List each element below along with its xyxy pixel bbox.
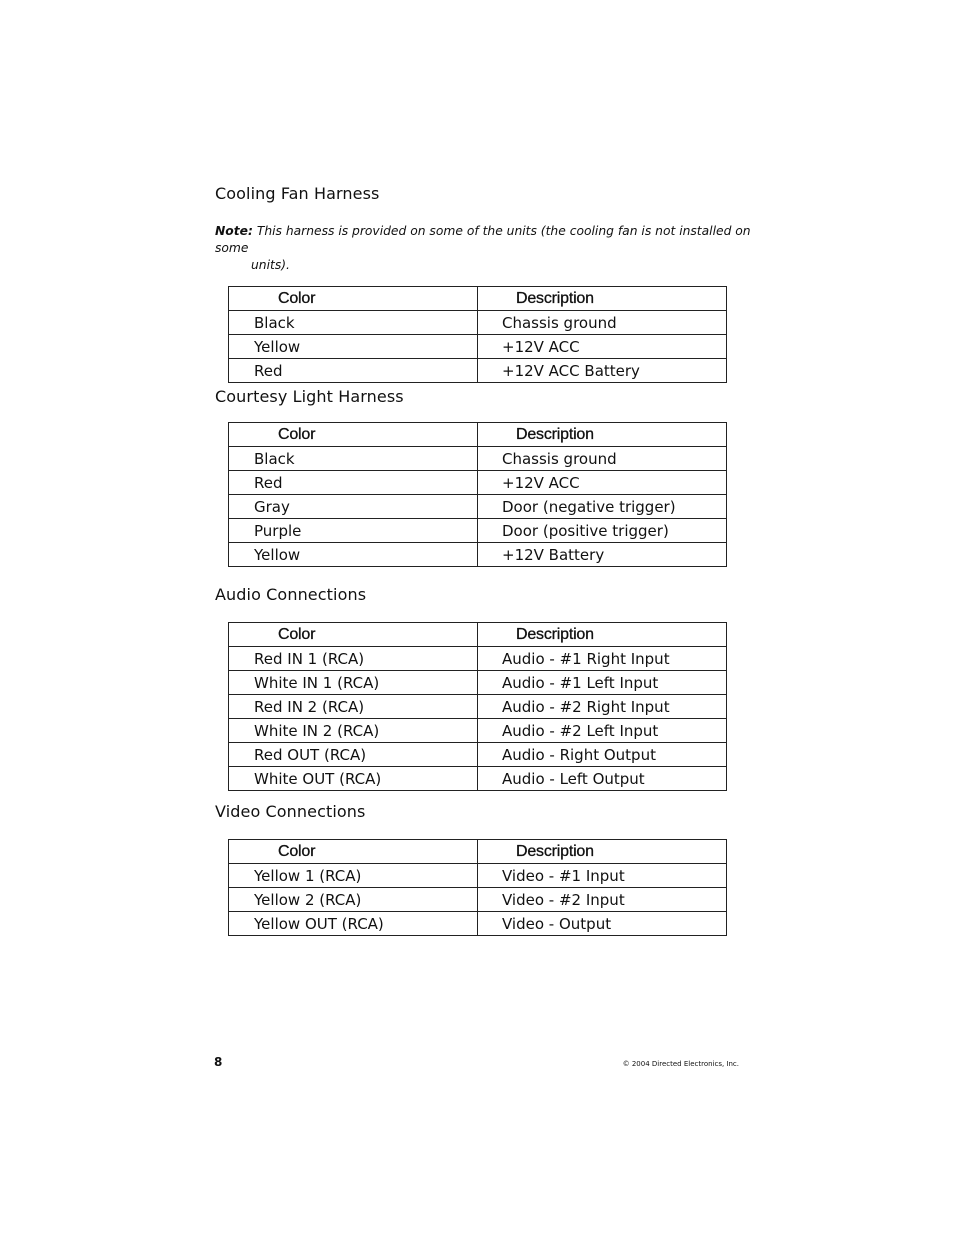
table-header-row xyxy=(229,623,727,647)
cooling-fan-table xyxy=(228,286,727,383)
table-row xyxy=(229,719,727,743)
wire-description-cell: Door (negative trigger) xyxy=(478,495,727,519)
wire-description-cell: +12V ACC Battery xyxy=(478,359,727,383)
column-header-description: Description xyxy=(478,287,727,311)
wire-color-cell: Yellow OUT (RCA) xyxy=(229,912,478,936)
wire-description-cell: Door (positive trigger) xyxy=(478,519,727,543)
column-header-color: Color xyxy=(229,840,478,864)
table-row xyxy=(229,888,727,912)
wire-description-cell: Chassis ground xyxy=(478,311,727,335)
audio-connections-table xyxy=(228,622,727,791)
wire-color-cell: Black xyxy=(229,311,478,335)
wire-description-cell: +12V ACC xyxy=(478,335,727,359)
wire-color-cell: White IN 2 (RCA) xyxy=(229,719,478,743)
table-row xyxy=(229,767,727,791)
wire-description-cell: Audio - #2 Right Input xyxy=(478,695,727,719)
wire-color-cell: White IN 1 (RCA) xyxy=(229,671,478,695)
table-row xyxy=(229,912,727,936)
column-header-color: Color xyxy=(229,623,478,647)
wire-color-cell: Yellow 1 (RCA) xyxy=(229,864,478,888)
table-row xyxy=(229,519,727,543)
wire-color-cell: White OUT (RCA) xyxy=(229,767,478,791)
table-row xyxy=(229,743,727,767)
note xyxy=(215,223,755,274)
wire-description-cell: +12V ACC xyxy=(478,471,727,495)
wire-description-cell: Video - #1 Input xyxy=(478,864,727,888)
wire-color-cell: Yellow xyxy=(229,543,478,567)
copyright-notice: © 2004 Directed Electronics, Inc. xyxy=(622,1060,739,1068)
wire-color-cell: Purple xyxy=(229,519,478,543)
wire-color-cell: Yellow xyxy=(229,335,478,359)
table-row xyxy=(229,359,727,383)
section-heading-courtesy-light: Courtesy Light Harness xyxy=(215,387,404,406)
table-row xyxy=(229,447,727,471)
table-row xyxy=(229,311,727,335)
table-row xyxy=(229,335,727,359)
table-row xyxy=(229,495,727,519)
page-number: 8 xyxy=(214,1055,223,1069)
wire-description-cell: Audio - #2 Left Input xyxy=(478,719,727,743)
wire-color-cell: Black xyxy=(229,447,478,471)
table-row xyxy=(229,864,727,888)
courtesy-light-table xyxy=(228,422,727,567)
table-row xyxy=(229,647,727,671)
note-label: Note: xyxy=(215,224,253,238)
table-header-row xyxy=(229,423,727,447)
table-row xyxy=(229,695,727,719)
wire-description-cell: Video - Output xyxy=(478,912,727,936)
wire-color-cell: Red IN 1 (RCA) xyxy=(229,647,478,671)
note-text-line2: units). xyxy=(251,258,290,272)
wire-color-cell: Red OUT (RCA) xyxy=(229,743,478,767)
column-header-description: Description xyxy=(478,623,727,647)
table-header-row xyxy=(229,840,727,864)
wire-color-cell: Yellow 2 (RCA) xyxy=(229,888,478,912)
wire-color-cell: Red xyxy=(229,359,478,383)
column-header-color: Color xyxy=(229,287,478,311)
column-header-description: Description xyxy=(478,840,727,864)
section-heading-cooling-fan: Cooling Fan Harness xyxy=(215,184,380,203)
table-row xyxy=(229,471,727,495)
section-heading-audio-connections: Audio Connections xyxy=(215,585,367,604)
section-heading-video-connections: Video Connections xyxy=(215,802,366,821)
wire-description-cell: Audio - #1 Left Input xyxy=(478,671,727,695)
wire-description-cell: Audio - Left Output xyxy=(478,767,727,791)
table-header-row xyxy=(229,287,727,311)
wire-description-cell: Chassis ground xyxy=(478,447,727,471)
column-header-description: Description xyxy=(478,423,727,447)
wire-description-cell: Audio - Right Output xyxy=(478,743,727,767)
wire-color-cell: Gray xyxy=(229,495,478,519)
note-text-line1: This harness is provided on some of the units (the cooling fan is not installed on some xyxy=(215,224,751,255)
wire-color-cell: Red IN 2 (RCA) xyxy=(229,695,478,719)
wire-color-cell: Red xyxy=(229,471,478,495)
video-connections-table xyxy=(228,839,727,936)
wire-description-cell: Video - #2 Input xyxy=(478,888,727,912)
wire-description-cell: Audio - #1 Right Input xyxy=(478,647,727,671)
table-row xyxy=(229,543,727,567)
column-header-color: Color xyxy=(229,423,478,447)
table-row xyxy=(229,671,727,695)
wire-description-cell: +12V Battery xyxy=(478,543,727,567)
